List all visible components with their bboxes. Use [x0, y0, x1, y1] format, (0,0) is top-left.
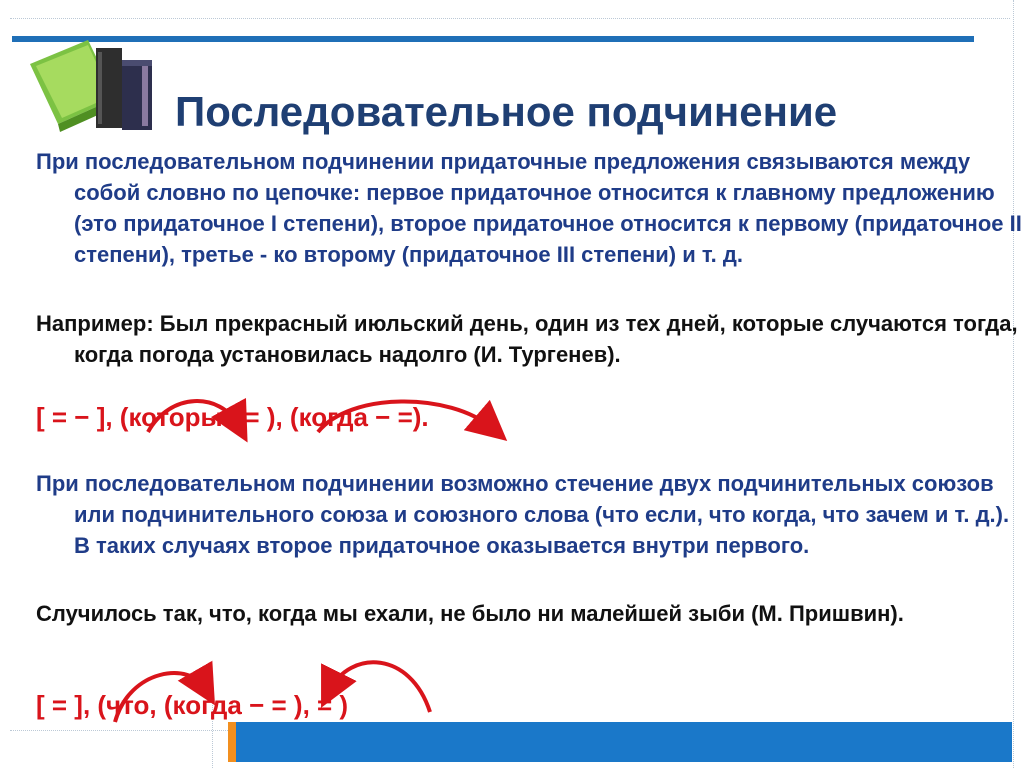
scheme-diagram-1: [ = − ], (которые = ), (когда − =).: [36, 402, 429, 432]
example-sentence-2: Случилось так, что, когда мы ехали, не было ни малейшей зыби (М. Пришвин).: [36, 601, 904, 626]
decor-dotted-line-top: [10, 18, 1010, 20]
page-title: Последовательное подчинение: [175, 88, 838, 135]
scheme-diagram-2: [ = ], (что, (когда − = ), = ): [36, 690, 349, 720]
footer-bar: [236, 722, 1012, 762]
note-paragraph: При последовательном подчинении возможно стечение двух подчинительных союзов или подчинительного союза и союзного слова (что если, что когда, что зачем и т. д.). В таких случаях второе придаточное оказывается внутри первого.: [36, 471, 1010, 558]
example-sentence-1: Например: Был прекрасный июльский день, один из тех дней, которые случаются тогда, когда погода установилась надолго (И. Тургенев).: [36, 311, 1018, 367]
books-logo-icon: [18, 26, 163, 136]
definition-paragraph: При последовательном подчинении придаточные предложения связываются между собой словно по цепочке: первое придаточное относится к главному предложению (это придаточное I степени), второе придаточное относится к первому (придаточное II степени), третье - ко второму (придаточное III степени) и т. д.: [36, 149, 1022, 267]
decor-dotted-line-right: [1012, 0, 1014, 768]
